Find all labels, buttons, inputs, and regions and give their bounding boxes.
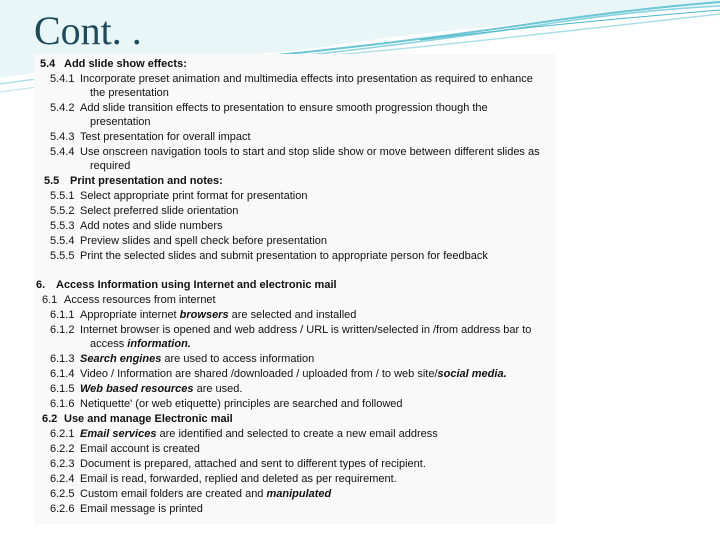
outline-item-continuation bbox=[90, 337, 191, 352]
outline-item-number: 6.1.3 bbox=[50, 353, 75, 365]
slide-title: Cont. . bbox=[34, 8, 142, 53]
outline-item-number: 6.2.2 bbox=[50, 443, 75, 455]
emphasized-term: Web based resources bbox=[80, 383, 194, 395]
outline-item-text: Preview slides and spell check before presentation bbox=[80, 235, 328, 247]
outline-item-text: presentation bbox=[90, 116, 151, 128]
outline-item-number: 5.4.4 bbox=[50, 146, 75, 158]
outline-item bbox=[50, 189, 307, 204]
outline-item bbox=[50, 323, 531, 338]
outline-item-number: 6.1.4 bbox=[50, 368, 75, 380]
outline-item-text: Select appropriate print format for presentation bbox=[80, 190, 308, 202]
outline-item bbox=[50, 219, 222, 234]
outline-item bbox=[50, 427, 438, 442]
outline-item-text: are used to access information bbox=[161, 353, 315, 365]
outline-item-text: access bbox=[90, 338, 128, 350]
outline-item bbox=[42, 293, 216, 308]
outline-item-text: Add notes and slide numbers bbox=[80, 220, 223, 232]
outline-item-number: 5.5.1 bbox=[50, 190, 75, 202]
outline-item-number: 5.4.3 bbox=[50, 131, 75, 143]
outline-item-text: Add slide transition effects to presentation to ensure smooth progression though the bbox=[80, 102, 488, 114]
outline-item-text: Email is read, forwarded, replied and deleted as per requirement. bbox=[80, 473, 397, 485]
outline-item bbox=[50, 487, 331, 502]
outline-item-text: Select preferred slide orientation bbox=[80, 205, 239, 217]
outline-item-number: 6.2.3 bbox=[50, 458, 75, 470]
outline-item bbox=[50, 308, 356, 323]
outline-item bbox=[50, 502, 203, 517]
outline-item bbox=[44, 174, 223, 189]
outline-item-number: 5.5.3 bbox=[50, 220, 75, 232]
outline-item-continuation bbox=[90, 115, 151, 130]
outline-item bbox=[50, 145, 540, 160]
outline-item-text: Appropriate internet bbox=[80, 309, 180, 321]
outline-item bbox=[50, 130, 251, 145]
emphasized-term: Email services bbox=[80, 428, 157, 440]
outline-item-text: Internet browser is opened and web address / URL is written/selected in /from address bar to bbox=[80, 324, 532, 336]
outline-item-number: 6.1.6 bbox=[50, 398, 75, 410]
outline-item-text: Email message is printed bbox=[80, 503, 203, 515]
outline-item-number: 5.4 bbox=[40, 58, 56, 70]
outline-item-text: required bbox=[90, 160, 131, 172]
outline-item-number: 6.2.4 bbox=[50, 473, 75, 485]
outline-item-number: 5.4.2 bbox=[50, 102, 75, 114]
outline-item-number: 5.5.2 bbox=[50, 205, 75, 217]
outline-item-number: 6.1.1 bbox=[50, 309, 75, 321]
outline-item-number: 6.2 bbox=[42, 413, 58, 425]
outline-item bbox=[50, 382, 242, 397]
emphasized-term: social media. bbox=[437, 368, 507, 380]
outline-item bbox=[50, 457, 426, 472]
outline-item bbox=[50, 442, 200, 457]
outline-item bbox=[50, 234, 327, 249]
emphasized-term: information. bbox=[127, 338, 191, 350]
outline-item bbox=[50, 472, 397, 487]
outline-item-text: Video / Information are shared /downloaded / uploaded from / to web site/ bbox=[80, 368, 438, 380]
outline-item bbox=[40, 57, 187, 72]
emphasized-term: browsers bbox=[179, 309, 229, 321]
outline-item-text: Test presentation for overall impact bbox=[80, 131, 251, 143]
outline-item-number: 6.1.2 bbox=[50, 324, 75, 336]
outline-item-number: 6.2.6 bbox=[50, 503, 75, 515]
outline-item-text: are identified and selected to create a new email address bbox=[156, 428, 438, 440]
outline-item-number: 5.5.5 bbox=[50, 250, 75, 262]
outline-item bbox=[50, 101, 488, 116]
outline-item-continuation bbox=[90, 86, 169, 101]
outline-item-text: Add slide show effects: bbox=[64, 58, 187, 70]
outline-item-text: Document is prepared, attached and sent to different types of recipient. bbox=[80, 458, 426, 470]
outline-item-text: Access resources from internet bbox=[64, 294, 216, 306]
outline-item-text: are selected and installed bbox=[228, 309, 357, 321]
outline-item-number: 6.2.1 bbox=[50, 428, 75, 440]
outline-item bbox=[50, 204, 238, 219]
outline-item bbox=[50, 249, 488, 264]
outline-item bbox=[50, 72, 533, 87]
outline-item-text: Email account is created bbox=[80, 443, 200, 455]
outline-item bbox=[42, 412, 233, 427]
outline-item-text: Netiquette' (or web etiquette) principles are searched and followed bbox=[80, 398, 403, 410]
outline-item bbox=[36, 278, 337, 293]
outline-item-text: Custom email folders are created and bbox=[80, 488, 267, 500]
outline-item-text: Print presentation and notes: bbox=[70, 175, 223, 187]
outline-item-continuation bbox=[90, 159, 130, 174]
outline-item-number: 5.4.1 bbox=[50, 73, 75, 85]
outline-item-number: 6.1 bbox=[42, 294, 58, 306]
outline-item-number: 5.5.4 bbox=[50, 235, 75, 247]
outline-item bbox=[50, 397, 403, 412]
outline-item-text: are used. bbox=[193, 383, 243, 395]
outline-item-number: 5.5 bbox=[44, 175, 60, 187]
outline-item-text: the presentation bbox=[90, 87, 169, 99]
outline-item-text: Incorporate preset animation and multimedia effects into presentation as required to enhance bbox=[80, 73, 533, 85]
outline-item-text: Access Information using Internet and electronic mail bbox=[56, 279, 337, 291]
outline-item-number: 6. bbox=[36, 279, 46, 291]
outline-item-number: 6.2.5 bbox=[50, 488, 75, 500]
outline-item bbox=[50, 367, 507, 382]
outline-item bbox=[50, 352, 314, 367]
emphasized-term: Search engines bbox=[80, 353, 162, 365]
outline-item-text: Use onscreen navigation tools to start and stop slide show or move between different slides as bbox=[80, 146, 540, 158]
outline-item-text: Use and manage Electronic mail bbox=[64, 413, 233, 425]
outline-item-text: Print the selected slides and submit presentation to appropriate person for feedback bbox=[80, 250, 488, 262]
outline-item-number: 6.1.5 bbox=[50, 383, 75, 395]
emphasized-term: manipulated bbox=[266, 488, 332, 500]
